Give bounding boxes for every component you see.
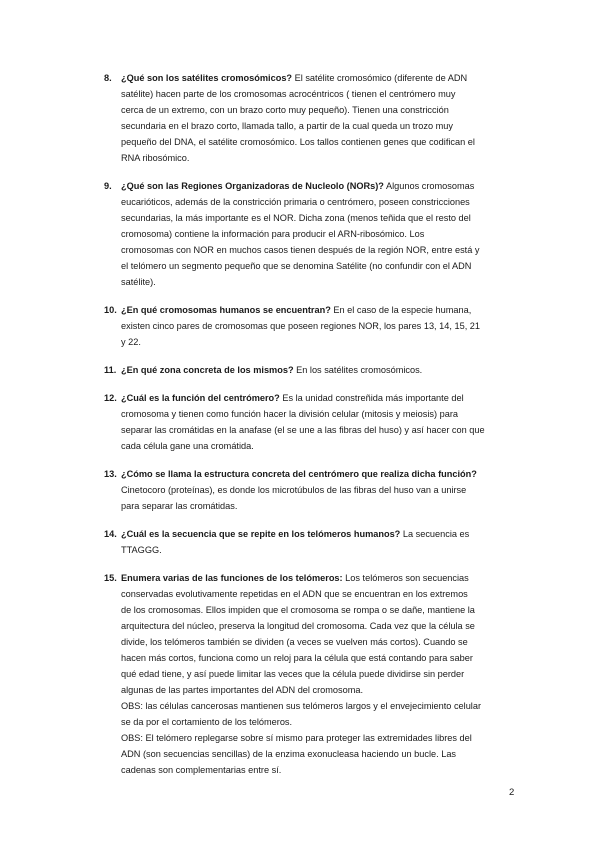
question-first-line — [121, 302, 514, 318]
answer-text: En los satélites cromosómicos. — [293, 365, 423, 375]
answer-line: pequeño del DNA, el satélite cromosómico. Los tallos contienen genes que codifican el — [121, 137, 475, 147]
answer-line: RNA ribosómico. — [121, 153, 190, 163]
answer-line: cadenas son complementarias entre sí. — [121, 765, 282, 775]
answer-line: divide, los telómeros también se dividen (a veces se vuelven más cortos). Cuando se — [121, 637, 468, 647]
answer-line: algunas de las partes importantes del ADN del cromosoma. — [121, 685, 364, 695]
question-number: 15. — [104, 573, 117, 583]
question-item-9 — [104, 178, 514, 290]
question-title: ¿Cuál es la secuencia que se repite en los telómeros humanos? — [121, 529, 401, 539]
question-title: ¿En qué cromosomas humanos se encuentran? — [121, 305, 331, 315]
question-number: 8. — [104, 73, 112, 83]
question-item-10 — [104, 302, 514, 350]
question-title: ¿Qué son los satélites cromosómicos? — [121, 73, 293, 83]
question-item-15 — [104, 570, 514, 778]
question-first-line — [121, 362, 514, 378]
question-number: 12. — [104, 393, 117, 403]
answer-text: En el caso de la especie humana, — [330, 305, 472, 315]
question-item-11 — [104, 362, 514, 378]
question-item-14 — [104, 526, 514, 558]
answer-line: el telómero un segmento pequeño que se denomina Satélite (no confundir con el ADN — [121, 261, 472, 271]
answer-line: ADN (son secuencias sencillas) de la enzima exonucleasa haciendo un bucle. Las — [121, 749, 457, 759]
answer-line: separar las cromátidas en la anafase (el se une a las fibras del huso) y así hacer con que — [121, 425, 485, 435]
answer-line: satélite) hacen parte de los cromosomas acrocéntricos ( tienen el centrómero muy — [121, 89, 456, 99]
question-item-8 — [104, 70, 514, 166]
question-item-12 — [104, 390, 514, 454]
answer-line: cada célula gane una cromátida. — [121, 441, 254, 451]
question-number: 9. — [104, 181, 112, 191]
answer-line: existen cinco pares de cromosomas que poseen regiones NOR, los pares 13, 14, 15, 21 — [121, 321, 481, 331]
page-number: 2 — [509, 787, 515, 798]
answer-line: hacen más cortos, funciona como un reloj para la célula que está contando para saber — [121, 653, 473, 663]
answer-line: cerca de un extremo, con un brazo corto muy pequeño). Tienen una constricción — [121, 105, 449, 115]
answer-line: satélite). — [121, 277, 156, 287]
answer-line: OBS: las células cancerosas mantienen sus telómeros largos y el envejecimiento celular — [121, 701, 482, 711]
question-first-line — [121, 570, 514, 586]
question-number: 13. — [104, 469, 117, 479]
answer-text: Es la unidad constreñida más importante del — [279, 393, 464, 403]
answer-line: cromosoma y tienen como función hacer la división celular (mitosis y meiosis) para — [121, 409, 459, 419]
question-list — [104, 70, 514, 790]
answer-line: arquitectura del núcleo, preserva la longitud del cromosoma. Cada vez que la célula se — [121, 621, 475, 631]
answer-text: Los telómeros son secuencias — [342, 573, 469, 583]
question-title: ¿En qué zona concreta de los mismos? — [121, 365, 294, 375]
question-number: 11. — [104, 365, 117, 375]
question-first-line — [121, 526, 514, 542]
answer-text: El satélite cromosómico (diferente de ADN — [292, 73, 468, 83]
answer-line: secundaria en el brazo corto, llamada tallo, a partir de la cual queda un trozo muy — [121, 121, 453, 131]
question-first-line — [121, 178, 514, 194]
answer-line: TTAGGG. — [121, 545, 162, 555]
answer-line: OBS: El telómero replegarse sobre sí mismo para proteger las extremidades libres del — [121, 733, 472, 743]
question-title: ¿Cómo se llama la estructura concreta del centrómero que realiza dicha función? — [121, 469, 477, 479]
answer-line: conservadas evolutivamente repetidas en el ADN que se encuentran en los extremos — [121, 589, 468, 599]
question-title: ¿Qué son las Regiones Organizadoras de Nucleolo (NORs)? — [121, 181, 384, 191]
answer-text: Algunos cromosomas — [383, 181, 475, 191]
answer-line: se da por el cortamiento de los telómeros. — [121, 717, 293, 727]
question-first-line — [121, 70, 514, 86]
answer-line: qué edad tiene, y así puede limitar las veces que la célula puede dividirse sin perder — [121, 669, 465, 679]
answer-text: La secuencia es — [400, 529, 470, 539]
question-item-13 — [104, 466, 514, 514]
answer-line: cromosoma) contiene la información para producir el ARN-ribosómico. Los — [121, 229, 425, 239]
answer-line: eucarióticos, además de la constricción primaria o centrómero, poseen constricciones — [121, 197, 470, 207]
answer-line: Cinetocoro (proteínas), es donde los microtúbulos de las fibras del huso van a unirse — [121, 485, 467, 495]
question-title: ¿Cuál es la función del centrómero? — [121, 393, 280, 403]
question-number: 14. — [104, 529, 117, 539]
answer-line: secundarias, la más importante es el NOR. Dicha zona (menos teñida que el resto del — [121, 213, 471, 223]
question-title: Enumera varias de las funciones de los telómeros: — [121, 573, 343, 583]
answer-line: de los cromosomas. Ellos impiden que el cromosoma se rompa o se dañe, mantiene la — [121, 605, 475, 615]
answer-line: cromosomas con NOR en muchos casos tienen después de la región NOR, entre está y — [121, 245, 480, 255]
answer-line: y 22. — [121, 337, 141, 347]
question-first-line — [121, 466, 514, 482]
answer-line: para separar las cromátidas. — [121, 501, 238, 511]
question-first-line — [121, 390, 514, 406]
question-number: 10. — [104, 305, 117, 315]
